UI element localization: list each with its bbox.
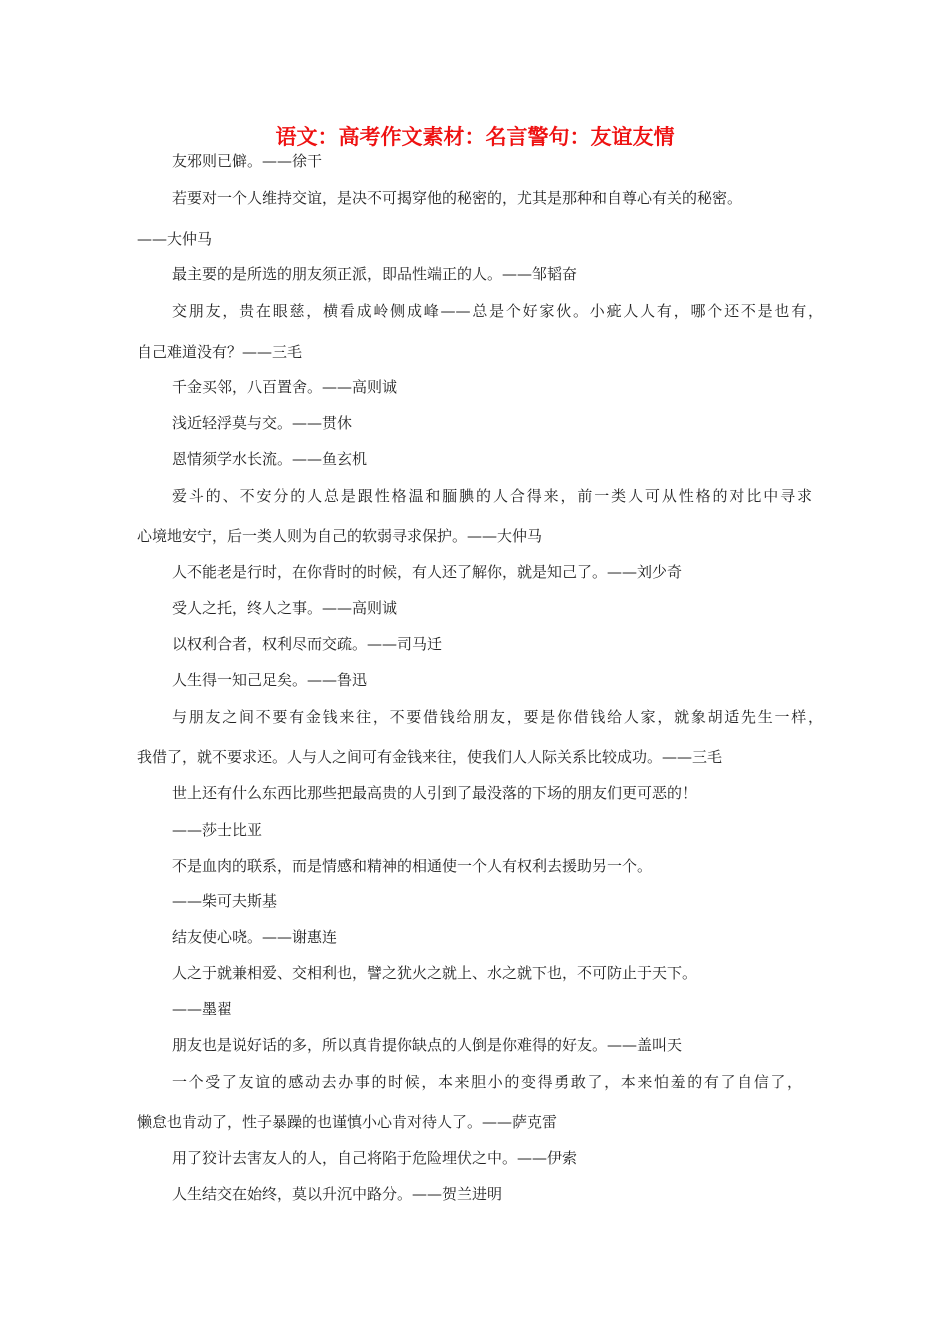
text-line: 若要对一个人维持交谊，是决不可揭穿他的秘密的，尤其是那种和自尊心有关的秘密。 bbox=[172, 189, 743, 207]
text-line: 不是血肉的联系，而是情感和精神的相通使一个人有权利去援助另一个。 bbox=[172, 857, 653, 875]
text-line: 我借了，就不要求还。人与人之间可有金钱来往，使我们人人际关系比较成功。——三毛 bbox=[137, 748, 723, 766]
text-line: 懒怠也肯动了，性子暴躁的也谨慎小心肯对待人了。——萨克雷 bbox=[137, 1113, 558, 1131]
text-line: 受人之托，终人之事。——高则诚 bbox=[172, 599, 398, 617]
text-line: 人生结交在始终，莫以升沉中路分。——贺兰进明 bbox=[172, 1185, 503, 1203]
text-line: 人生得一知己足矣。——鲁迅 bbox=[172, 671, 368, 689]
text-line: ——莎士比亚 bbox=[172, 821, 263, 839]
text-line: 人不能老是行时，在你背时的时候，有人还了解你，就是知己了。——刘少奇 bbox=[172, 563, 683, 581]
text-line: 最主要的是所选的朋友须正派，即品性端正的人。——邹韬奋 bbox=[172, 265, 578, 283]
text-line: 用了狡计去害友人的人，自己将陷于危险埋伏之中。——伊索 bbox=[172, 1149, 578, 1167]
text-line: 结友使心哓。——谢惠连 bbox=[172, 928, 338, 946]
document-title: 语文：高考作文素材：名言警句：友谊友情 bbox=[275, 125, 675, 149]
text-line: 与朋友之间不要有金钱来往，不要借钱给朋友，要是你借钱给人家，就象胡适先生一样， bbox=[172, 708, 823, 726]
text-line: 千金买邻，八百置舍。——高则诚 bbox=[172, 378, 398, 396]
text-line: 朋友也是说好话的多，所以真肯提你缺点的人倒是你难得的好友。——盖叫天 bbox=[172, 1036, 683, 1054]
text-line: ——柴可夫斯基 bbox=[172, 892, 278, 910]
text-line: 恩情须学水长流。——鱼玄机 bbox=[172, 450, 368, 468]
text-line: ——墨翟 bbox=[172, 1000, 233, 1018]
text-line: 交朋友，贵在眼慈，横看成岭侧成峰——总是个好家伙。小疵人人有，哪个还不是也有， bbox=[172, 302, 823, 320]
text-line: 友邪则已僻。——徐干 bbox=[172, 152, 323, 170]
text-line: 一个受了友谊的感动去办事的时候，本来胆小的变得勇敢了，本来怕羞的有了自信了， bbox=[172, 1073, 802, 1091]
text-line: 心境地安宁，后一类人则为自己的软弱寻求保护。——大仲马 bbox=[137, 527, 543, 545]
text-line: ——大仲马 bbox=[137, 230, 213, 248]
text-line: 以权利合者，权利尽而交疏。——司马迁 bbox=[172, 635, 443, 653]
text-line: 爱斗的、不安分的人总是跟性格温和腼腆的人合得来，前一类人可从性格的对比中寻求 bbox=[172, 487, 812, 505]
text-line: 自己难道没有？——三毛 bbox=[137, 343, 303, 361]
text-line: 世上还有什么东西比那些把最高贵的人引到了最没落的下场的朋友们更可恶的！ bbox=[172, 784, 698, 802]
text-line: 人之于就兼相爱、交相利也，譬之犹火之就上、水之就下也，不可防止于天下。 bbox=[172, 964, 698, 982]
text-line: 浅近轻浮莫与交。——贯休 bbox=[172, 414, 353, 432]
